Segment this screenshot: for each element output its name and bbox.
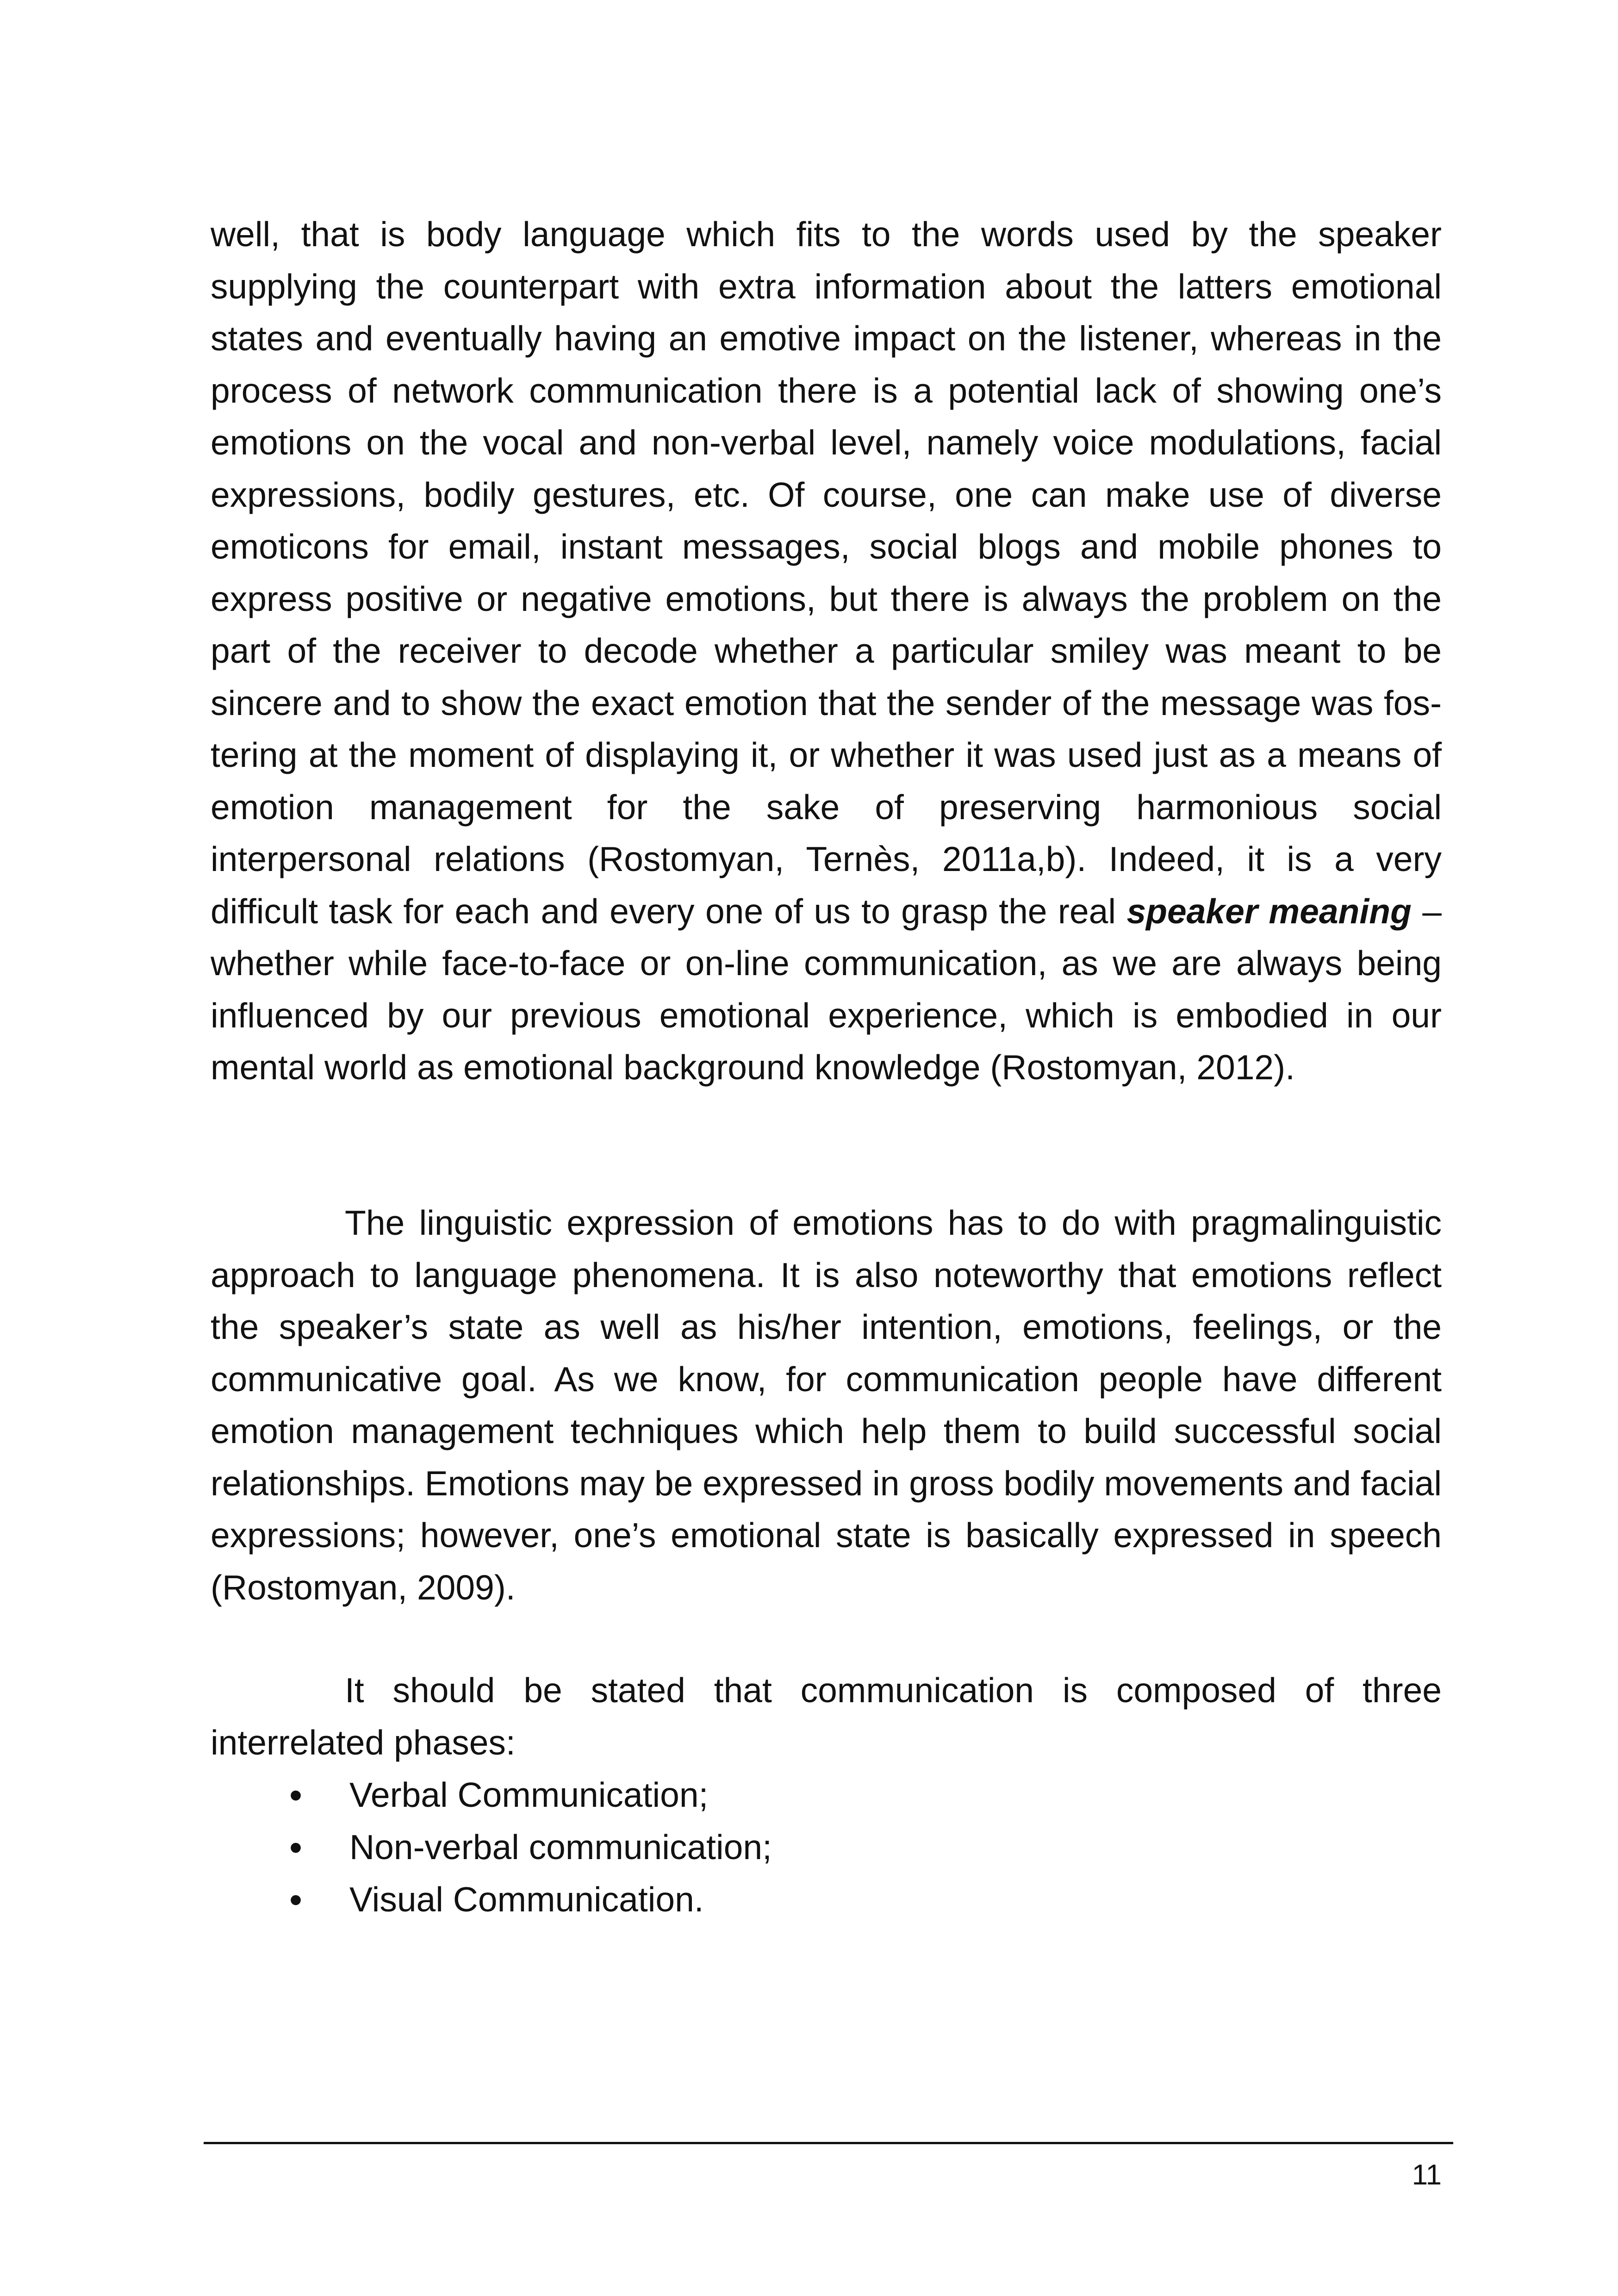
list-item xyxy=(211,1873,1442,1926)
bullet-list xyxy=(211,1769,1442,1926)
bullet-icon: • xyxy=(289,1827,303,1868)
paragraph-3-text: It should be stated that communication is composed of three interrelated phases: xyxy=(211,1671,1442,1762)
paragraph-1-text-part-1: well, that is body language which fits to the words used by the speaker supplying the counterpart with extra information about the latters emotional states and eventually having an emotive impact on the listener, whereas in the process of network communication there is a potential lack of showing one’s emotions on the vocal and non-verbal level, namely voice modulations, facial expressions, bodily gestures, etc. Of course, one can make use of diverse emoticons for email, instant messages, social blogs and mobile phones to express positive or negative emotions, but there is always the problem on the part of the receiver to decode whether a particular smiley was meant to be sincere and to show the exact emotion that the sender of the message was fostering at the moment of displaying it, or whether it was used just as a means of emotion management for the sake of preserving harmonious social interpersonal relations (Rostomyan, Ternès, 2011a,b). Indeed, it is a very difficult task for each and every one of us to grasp the real xyxy=(211,215,1442,931)
list-item-label: Verbal Communication; xyxy=(349,1775,709,1814)
list-item-label: Non-verbal communication; xyxy=(349,1828,772,1867)
paragraph-2-text: The linguistic expression of emotions has to do with pragmalinguistic approach to language phenomena. It is also noteworthy that emotions reflect the speaker’s state as well as his/her intention, emotions, feelings, or the communicative goal. As we know, for communication people have different emotion management techniques which help them to build successful social relationships. Emotions may be expressed in gross bodily movements and facial expressions; however, one’s emotional state is basically expressed in speech (Rostomyan, 2009). xyxy=(211,1203,1442,1607)
emphasized-term: speaker meaning xyxy=(1126,891,1412,931)
list-item xyxy=(211,1769,1442,1821)
page-number: 11 xyxy=(1412,2159,1442,2191)
bullet-icon: • xyxy=(289,1879,303,1920)
body-paragraph-2 xyxy=(211,1197,1442,1613)
footer-divider xyxy=(204,2142,1453,2144)
body-paragraph-3 xyxy=(211,1664,1442,1768)
body-paragraph-1 xyxy=(211,208,1442,1094)
paragraph-1-text xyxy=(211,208,1442,1094)
list-item xyxy=(211,1821,1442,1873)
bullet-icon: • xyxy=(289,1774,303,1816)
paragraph-1-text-part-2: – whether while face-to-face or on-line communication, as we are always being influenced by our previous emotional experience, which is embodied in our mental world as emotional background knowledge (Rostomyan, 2012). xyxy=(211,891,1442,1087)
list-item-label: Visual Communication. xyxy=(349,1880,704,1919)
